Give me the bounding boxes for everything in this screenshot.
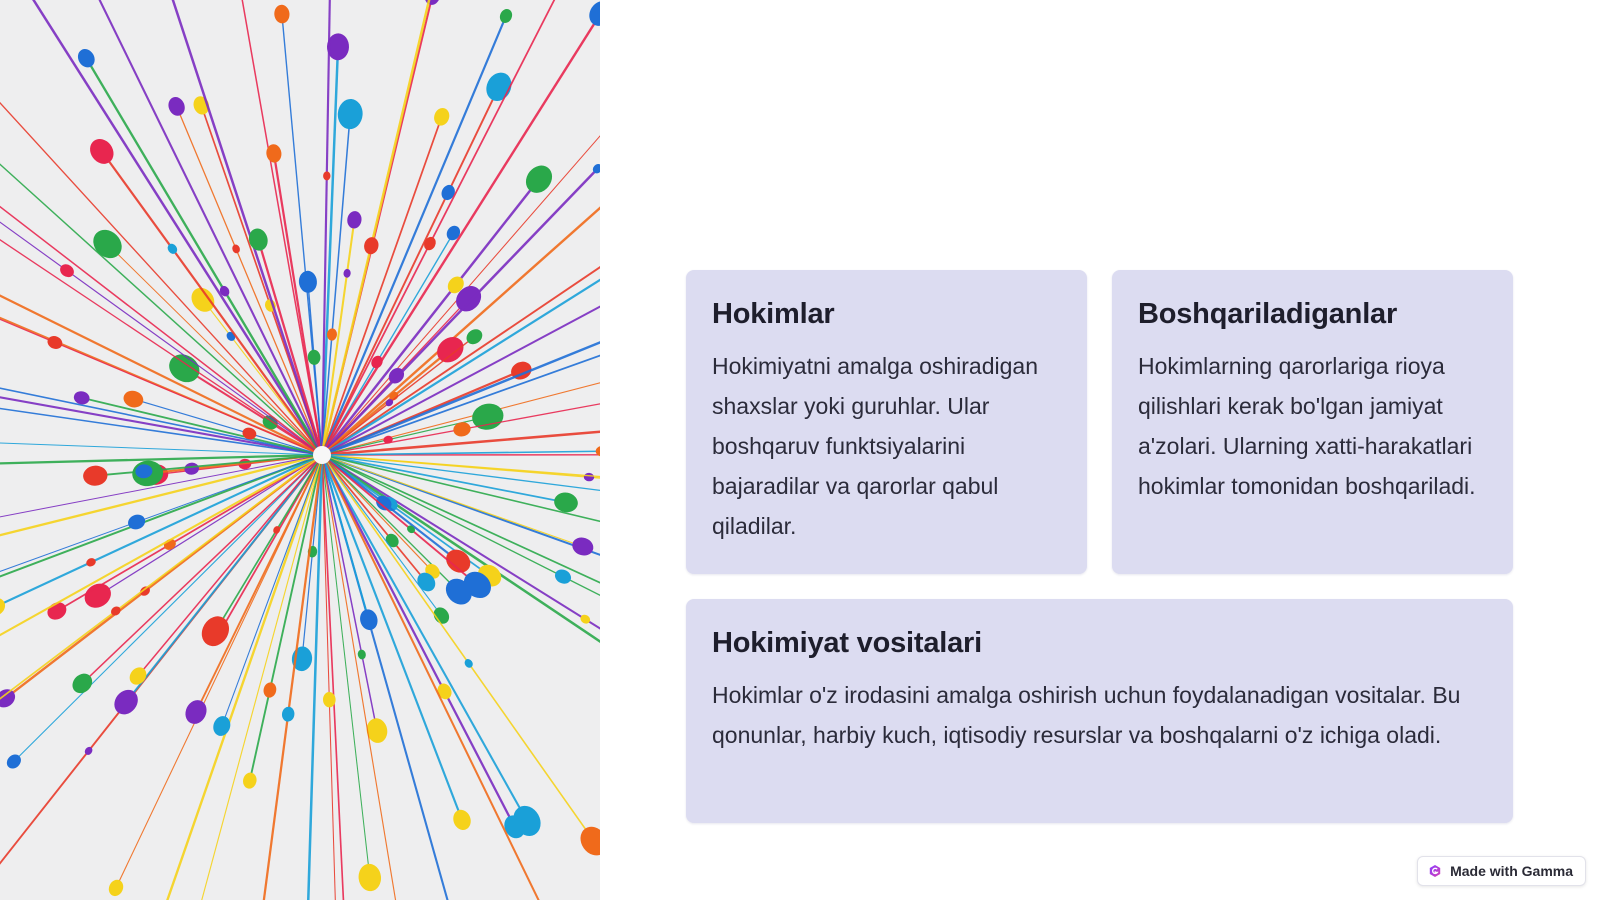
- card-title: Hokimlar: [712, 298, 835, 330]
- burst-center: [313, 446, 331, 464]
- pin-head: [579, 613, 592, 626]
- pin-line: [322, 117, 442, 455]
- pin-head: [470, 401, 507, 433]
- pin-head: [343, 268, 351, 278]
- pin-line: [102, 151, 322, 455]
- pin-head: [423, 0, 442, 7]
- hero-image: [0, 0, 600, 900]
- pin-head: [521, 160, 558, 198]
- pin-line: [322, 455, 515, 827]
- pin-head: [463, 657, 475, 669]
- pin-head: [85, 134, 118, 168]
- gamma-logo-icon: [1428, 864, 1442, 878]
- pin-head: [575, 822, 600, 861]
- pin-head: [231, 243, 241, 254]
- radiating-pins-illustration: [0, 0, 600, 900]
- pin-head: [75, 46, 98, 71]
- pin-line: [0, 85, 322, 455]
- pin-head: [80, 579, 115, 613]
- pin-head: [450, 807, 473, 832]
- pin-head: [307, 349, 321, 365]
- pin-head: [85, 557, 97, 568]
- pin-head: [298, 270, 318, 293]
- pin-head: [121, 388, 145, 409]
- pin-head: [109, 685, 142, 719]
- pin-head: [184, 462, 200, 475]
- pin-head: [0, 293, 1, 328]
- pin-head: [357, 863, 382, 893]
- card-body: Hokimiyatni amalga oshiradigan shaxslar yoki guruhlar. Ular boshqaruv funktsiyalarini bajaradilar va qarorlar qabul qiladilar.: [712, 353, 1038, 540]
- pin-head: [323, 171, 331, 180]
- pin-head: [281, 706, 295, 722]
- pin-head: [442, 545, 475, 578]
- pin-head: [444, 223, 463, 242]
- pin-head: [422, 235, 438, 252]
- pin-head: [82, 465, 108, 487]
- pin-head: [439, 183, 457, 203]
- pin-line: [0, 455, 322, 745]
- pin-head: [464, 326, 486, 347]
- pin-line: [215, 455, 322, 631]
- pin-head: [262, 681, 278, 699]
- pin-head: [362, 236, 380, 256]
- pin-head: [246, 226, 270, 253]
- pin-head: [0, 64, 3, 105]
- pin-line: [227, 0, 323, 455]
- pin-head: [358, 607, 380, 632]
- card-body: Hokimlarning qarorlariga rioya qilishlari kerak bo'lgan jamiyat a'zolari. Ularning xatti-harakatlari hokimlar tomonidan boshqariladi.: [1138, 353, 1476, 500]
- pin-line: [322, 14, 600, 456]
- pin-head: [273, 4, 290, 24]
- pin-head: [106, 877, 126, 898]
- pin-line: [322, 455, 594, 841]
- pin-head: [164, 349, 205, 388]
- pin-head: [45, 334, 64, 351]
- made-with-gamma-badge[interactable]: [1417, 856, 1586, 886]
- pin-head: [570, 535, 596, 559]
- pin-head: [365, 716, 390, 744]
- card-body: Hokimlar o'z irodasini amalga oshirish uchun foydalanadigan vositalar. Bu qonunlar, harbiy kuch, iqtisodiy resurslar va boshqalarni o'z ichiga oladi.: [712, 682, 1461, 749]
- pin-head: [357, 649, 367, 660]
- pin-head: [432, 332, 469, 368]
- pin-head: [182, 697, 211, 728]
- pin-line: [0, 82, 322, 455]
- card-hokimlar: [686, 270, 1087, 574]
- pin-line: [307, 455, 322, 900]
- pin-head: [187, 283, 219, 316]
- pin-head: [583, 472, 594, 481]
- card-hokimiyat-vositalari: [686, 599, 1513, 823]
- pin-head: [337, 98, 364, 130]
- pin-head: [482, 68, 516, 105]
- pin-head: [242, 771, 259, 790]
- pin-line: [322, 455, 377, 731]
- pin-head: [166, 95, 188, 119]
- card-title: Hokimiyat vositalari: [712, 627, 982, 659]
- pin-head: [498, 7, 514, 25]
- card-boshqariladiganlar: [1112, 270, 1513, 574]
- pin-head: [432, 106, 452, 128]
- pin-head: [452, 421, 472, 438]
- card-title: Boshqariladiganlar: [1138, 298, 1398, 330]
- badge-label: Made with Gamma: [1450, 863, 1573, 879]
- pin-head: [0, 595, 8, 620]
- pin-head: [346, 210, 362, 229]
- pin-head: [327, 328, 338, 341]
- pin-line: [322, 455, 600, 900]
